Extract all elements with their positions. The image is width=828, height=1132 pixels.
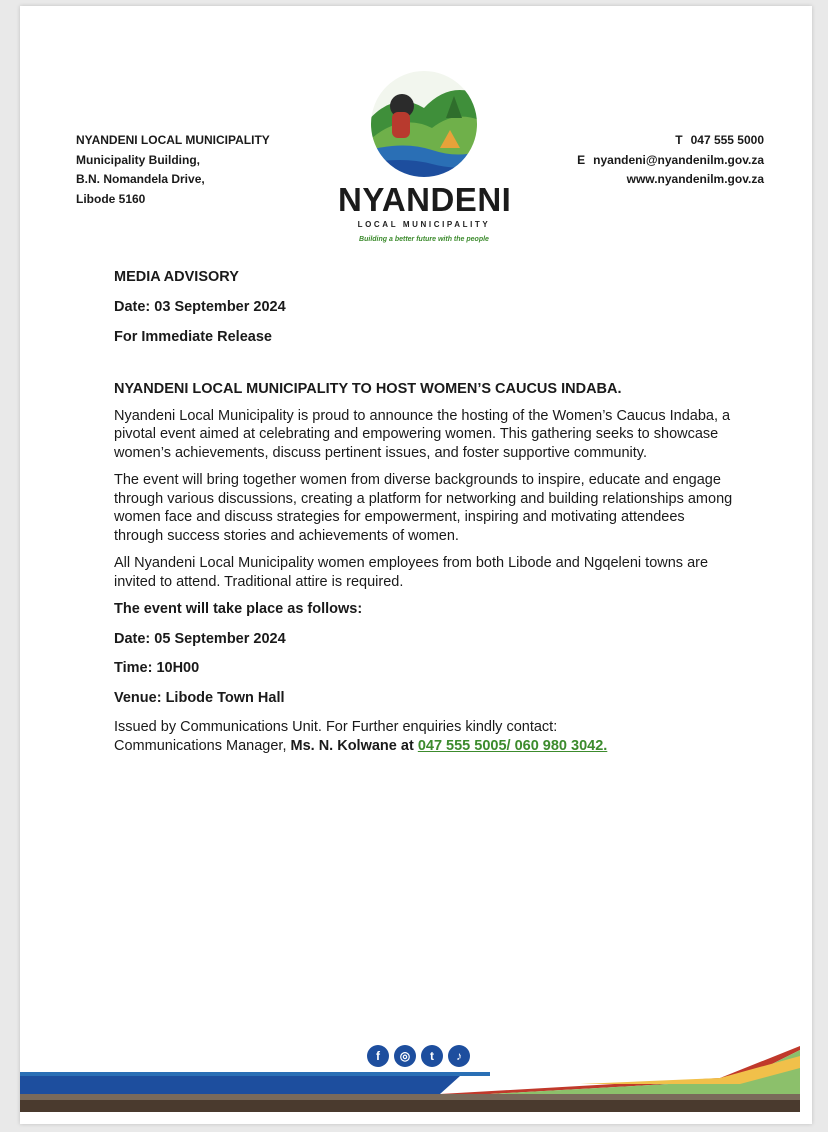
body-paragraph: All Nyandeni Local Municipality women employees from both Libode and Ngqeleni towns are invited to attend. Traditional attire is required. [114,555,709,590]
address-line: B.N. Nomandela Drive, [76,172,205,186]
contact-block [577,131,764,190]
phone-prefix: T [675,133,683,147]
footer-stripe [20,1072,490,1076]
event-date: Date: 05 September 2024 [114,630,286,647]
event-time: Time: 10H00 [114,660,200,676]
website-link[interactable]: www.nyandenilm.gov.za [626,172,764,186]
body-paragraph: The event will bring together women from diverse backgrounds to inspire, educate and engage through various discussions, creating a platform for networking and building relationships among women face and discuss strategies for empowerment, inspiring and motivating attendees through success stories and achievements of women. [114,472,733,544]
email-line [577,151,764,171]
twitter-icon[interactable]: t [421,1045,443,1067]
phone-number: 047 555 5000 [690,133,764,147]
footer-stripe [20,1094,800,1100]
instagram-icon[interactable]: ◎ [394,1045,416,1067]
tiktok-icon[interactable]: ♪ [448,1045,470,1067]
logo-name: NYANDENI [338,181,512,218]
facebook-icon[interactable]: f [367,1045,389,1067]
org-name: NYANDENI LOCAL MUNICIPALITY [76,133,270,147]
issued-line1: Issued by Communications Unit. For Further enquiries kindly contact: [114,719,558,735]
advisory-release: For Immediate Release [114,329,272,345]
event-venue: Venue: Libode Town Hall [114,689,285,706]
advisory-body [114,380,734,764]
footer-stripes [20,1038,812,1124]
contact-numbers-link[interactable]: 047 555 5005/ 060 980 3042. [417,737,608,754]
email-address[interactable]: nyandeni@nyandenilm.gov.za [593,152,764,167]
body-paragraph: Nyandeni Local Municipality is proud to announce the hosting of the Women’s Caucus Indaba, a pivotal event aimed at celebrating and empowering women. This gathering seeks to showcase women’s achievements, discuss pertinent issues, and foster supportive community. [114,407,731,461]
municipality-logo [338,68,510,246]
advisory-date: Date: 03 September 2024 [114,299,286,315]
advisory-heading: NYANDENI LOCAL MUNICIPALITY TO HOST WOMEN’S CAUCUS INDABA. [114,381,622,397]
letterhead-page [20,6,812,1124]
phone-line [577,131,764,151]
advisory-type: MEDIA ADVISORY [114,269,239,285]
footer-stripe [20,1100,800,1112]
address-line: Libode 5160 [76,191,146,206]
logo-subtitle: LOCAL MUNICIPALITY [357,220,491,229]
advisory-block [114,262,286,352]
sender-address [76,131,270,209]
address-line: Municipality Building, [76,152,200,167]
event-intro: The event will take place as follows: [114,601,363,617]
logo-tagline: Building a better future with the people [359,236,489,243]
footer-stripe [20,1076,460,1094]
issued-prefix: Communications Manager, [114,737,291,754]
contact-person: Ms. N. Kolwane at [290,737,414,754]
issued-by [114,718,734,755]
email-prefix: E [577,152,586,167]
logo-emblem-icon [362,68,486,180]
